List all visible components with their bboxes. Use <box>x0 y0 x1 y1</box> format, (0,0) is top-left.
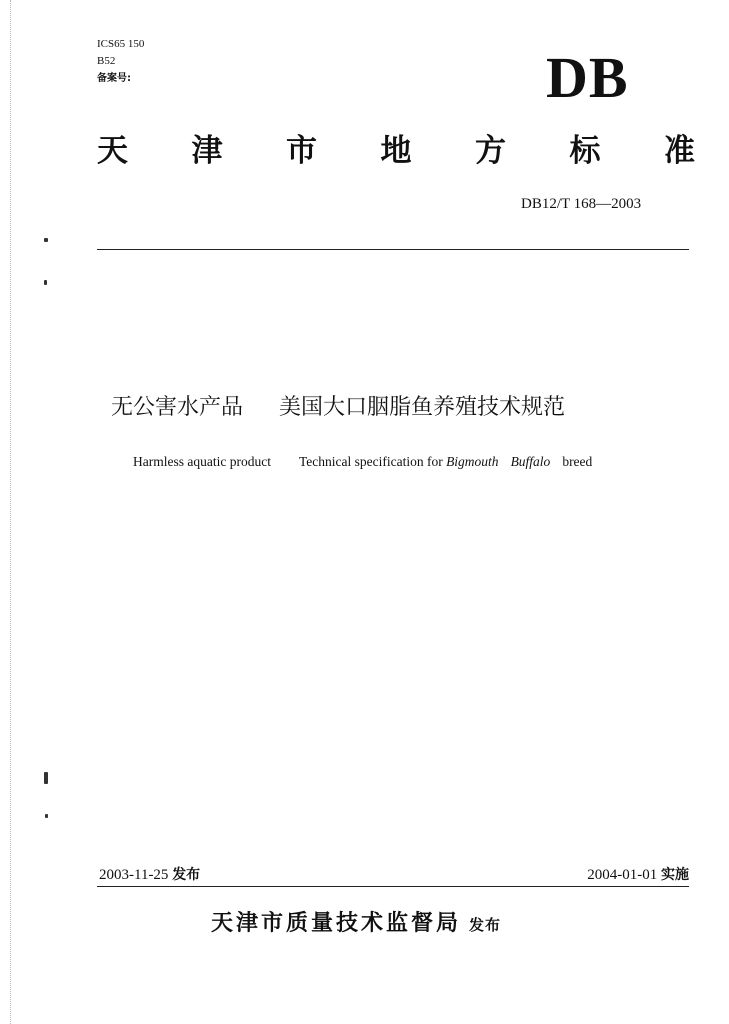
issue-date-block <box>99 864 200 884</box>
title-char: 标 <box>569 133 601 169</box>
title-char: 津 <box>191 133 223 169</box>
standard-number: DB12/T 168—2003 <box>521 196 642 212</box>
db-logo: DB <box>546 45 629 110</box>
scan-edge-marks <box>10 0 13 1024</box>
cn-title-part2: 美国大口胭脂鱼养殖技术规范 <box>279 395 566 420</box>
publisher-suffix: 发布 <box>469 916 502 934</box>
scan-speck <box>44 238 48 242</box>
implement-date: 2004-01-01 <box>587 867 658 883</box>
scan-speck <box>44 280 47 285</box>
issue-label: 发布 <box>172 867 201 883</box>
title-char: 天 <box>97 133 128 169</box>
en-title-part3: breed <box>562 454 593 469</box>
title-char: 市 <box>286 133 317 169</box>
issue-date: 2003-11-25 <box>99 867 169 883</box>
footer-divider <box>97 886 689 887</box>
publisher-name: 天津市质量技术监督局 <box>211 911 462 936</box>
dates-row <box>97 864 689 886</box>
cn-title-part1: 无公害水产品 <box>111 395 244 420</box>
ccs-code: B52 <box>97 55 116 67</box>
title-char: 准 <box>664 133 695 169</box>
publisher-line <box>211 906 501 937</box>
scan-speck <box>45 814 48 818</box>
title-char: 地 <box>380 133 412 169</box>
standard-type-title <box>97 128 695 174</box>
ics-code: ICS65 150 <box>97 38 145 50</box>
classification-codes <box>97 36 144 87</box>
title-char: 方 <box>475 133 506 169</box>
implement-label: 实施 <box>661 867 689 883</box>
en-title-part2: Technical specification for <box>298 454 443 469</box>
en-species-1: Bigmouth <box>446 454 499 469</box>
record-number-label: 备案号: <box>97 73 131 84</box>
en-species-2: Buffalo <box>510 454 551 469</box>
en-title-part1: Harmless aquatic product <box>133 454 271 469</box>
chinese-document-title <box>111 390 565 421</box>
english-document-title <box>133 454 592 470</box>
implement-date-block <box>587 864 689 884</box>
header-divider <box>97 249 689 250</box>
scan-speck <box>44 772 48 784</box>
